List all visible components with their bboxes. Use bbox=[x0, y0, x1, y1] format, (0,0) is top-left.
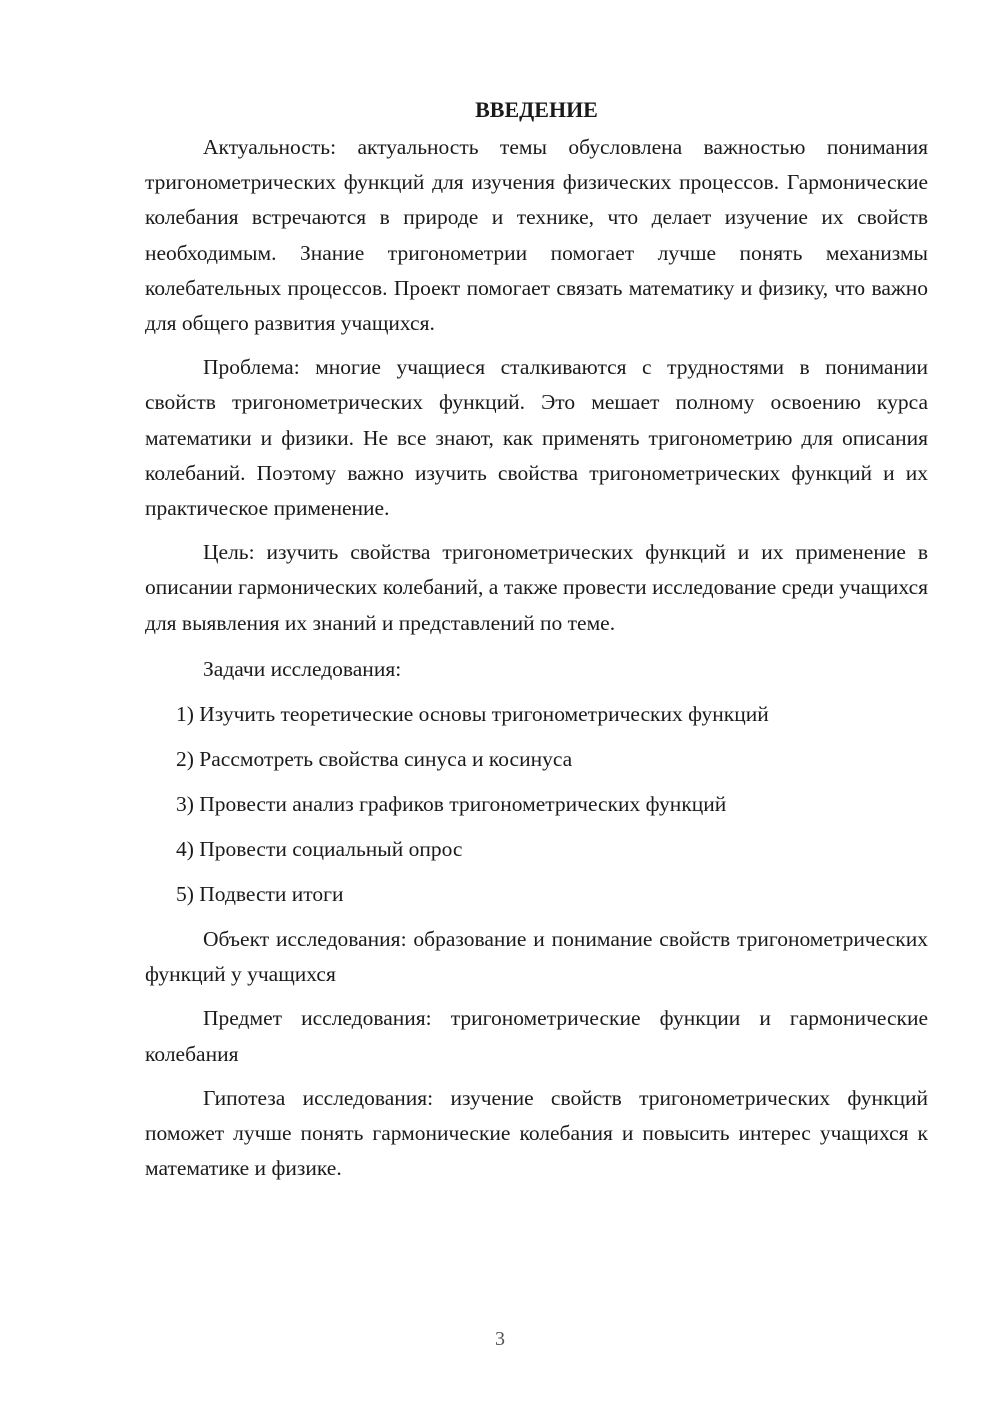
list-item: 3) Провести анализ графиков тригонометрических функций bbox=[176, 792, 727, 817]
subject-paragraph: Предмет исследования: тригонометрические функции и гармонические колебания bbox=[145, 1006, 928, 1066]
hypothesis-paragraph: Гипотеза исследования: изучение свойств тригонометрических функций поможет лучше понять гармонические колебания и повысить интерес учащихся к математике и физике. bbox=[145, 1085, 928, 1181]
tasks-heading: Задачи исследования: bbox=[203, 656, 402, 681]
list-item: 4) Провести социальный опрос bbox=[176, 837, 463, 862]
list-item: 1) Изучить теоретические основы тригонометрических функций bbox=[176, 702, 769, 727]
list-item: 5) Подвести итоги bbox=[176, 882, 344, 907]
goal-paragraph: Цель: изучить свойства тригонометрических функций и их применение в описании гармонических колебаний, а также провести исследование среди учащихся для выявления их знаний и представлений по теме. bbox=[145, 540, 928, 635]
document-page bbox=[145, 92, 928, 1186]
page-number: 3 bbox=[495, 1328, 505, 1350]
relevance-paragraph: Актуальность: актуальность темы обусловлена важностью понимания тригонометрических функций для изучения физических процессов. Гармонические колебания встречаются в природе и технике, что делает изучение их свойств необходимым. Знание тригонометрии помогает лучше понять механизмы колебательных процессов. Проект помогает связать математику и физику, что важно для общего развития учащихся. bbox=[145, 135, 928, 336]
list-item: 2) Рассмотреть свойства синуса и косинуса bbox=[176, 747, 573, 772]
problem-paragraph: Проблема: многие учащиеся сталкиваются с трудностями в понимании свойств тригонометрических функций. Это мешает полному освоению курса математики и физики. Не все знают, как применять тригонометрию для описания колебаний. Поэтому важно изучить свойства тригонометрических функций и их практическое применение. bbox=[145, 355, 928, 521]
section-title: ВВЕДЕНИЕ bbox=[475, 97, 598, 122]
object-paragraph: Объект исследования: образование и понимание свойств тригонометрических функций у учащихся bbox=[145, 927, 928, 987]
tasks-list bbox=[145, 697, 928, 912]
